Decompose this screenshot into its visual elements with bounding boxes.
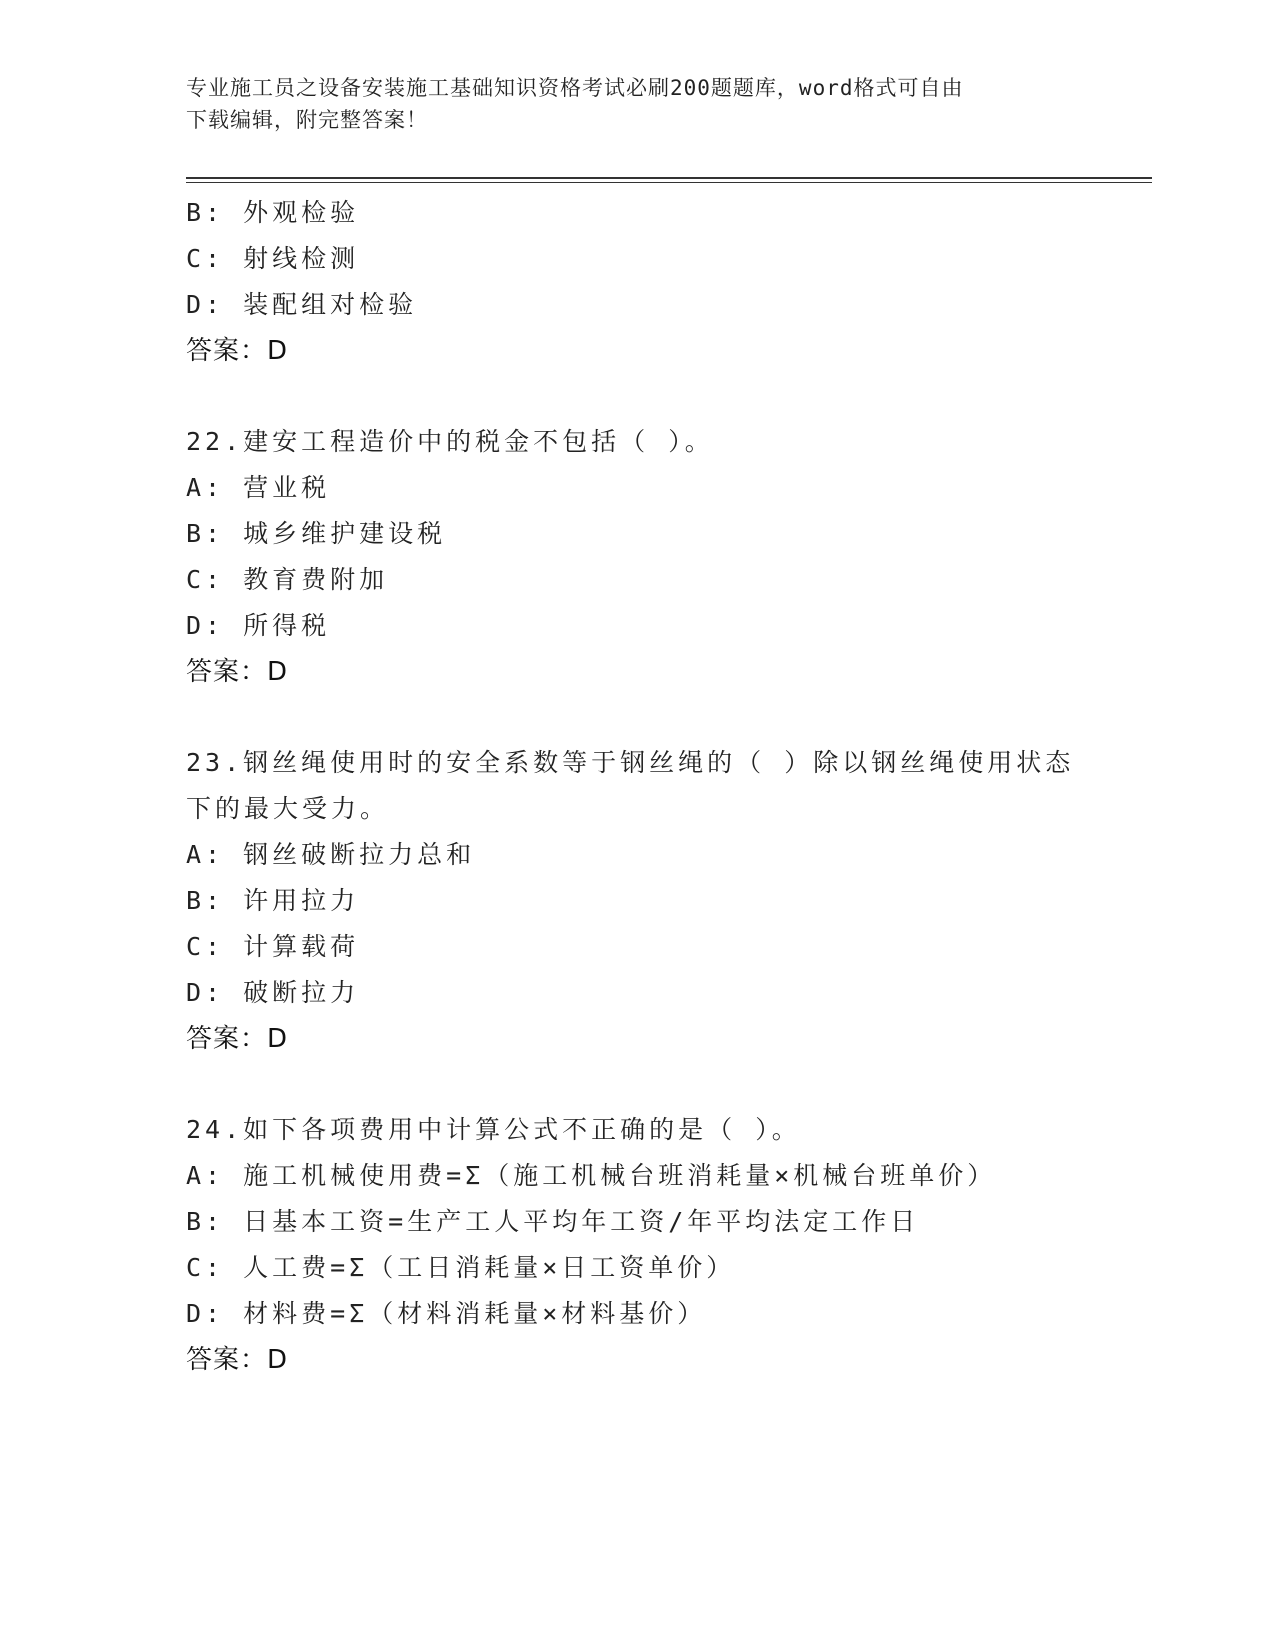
question-stem: 23.钢丝绳使用时的安全系数等于钢丝绳的（ ）除以钢丝绳使用状态	[186, 748, 1075, 777]
option-c: C: 射线检测	[186, 244, 360, 273]
option-d: D: 破断拉力	[186, 978, 360, 1007]
option-c: C: 人工费=Σ（工日消耗量×日工资单价）	[186, 1253, 736, 1282]
question-22	[186, 419, 1086, 695]
question-stem-continued: 下的最大受力。	[186, 794, 390, 823]
question-spacer	[186, 374, 1086, 419]
question-list	[186, 190, 1086, 1383]
option-d: D: 材料费=Σ（材料消耗量×材料基价）	[186, 1299, 707, 1328]
previous-question-tail	[186, 190, 1086, 374]
option-a: A: 施工机械使用费=Σ（施工机械台班消耗量×机械台班单价）	[186, 1161, 997, 1190]
answer-line: 答案：D	[186, 1024, 289, 1054]
question-24	[186, 1107, 1086, 1383]
answer-line: 答案：D	[186, 657, 289, 687]
option-b: B: 外观检验	[186, 198, 360, 227]
option-d: D: 所得税	[186, 611, 331, 640]
question-stem: 22.建安工程造价中的税金不包括（ ）。	[186, 427, 714, 456]
question-stem: 24.如下各项费用中计算公式不正确的是（ ）。	[186, 1115, 801, 1144]
question-spacer	[186, 1062, 1086, 1107]
option-b: B: 城乡维护建设税	[186, 519, 447, 548]
option-d: D: 装配组对检验	[186, 290, 418, 319]
header-line-1: 专业施工员之设备安装施工基础知识资格考试必刷200题题库，word格式可自由	[186, 76, 964, 100]
answer-line: 答案：D	[186, 1345, 289, 1375]
option-b: B: 日基本工资=生产工人平均年工资/年平均法定工作日	[186, 1207, 920, 1236]
header-line-2: 下载编辑，附完整答案！	[186, 108, 428, 132]
option-a: A: 营业税	[186, 473, 331, 502]
answer-line: 答案：D	[186, 336, 289, 366]
document-header	[186, 72, 1066, 136]
question-23	[186, 740, 1086, 1062]
header-divider-thin	[186, 182, 1152, 183]
option-a: A: 钢丝破断拉力总和	[186, 840, 476, 869]
header-divider-thick	[186, 177, 1152, 179]
option-b: B: 许用拉力	[186, 886, 360, 915]
question-spacer	[186, 695, 1086, 740]
option-c: C: 教育费附加	[186, 565, 389, 594]
option-c: C: 计算载荷	[186, 932, 360, 961]
